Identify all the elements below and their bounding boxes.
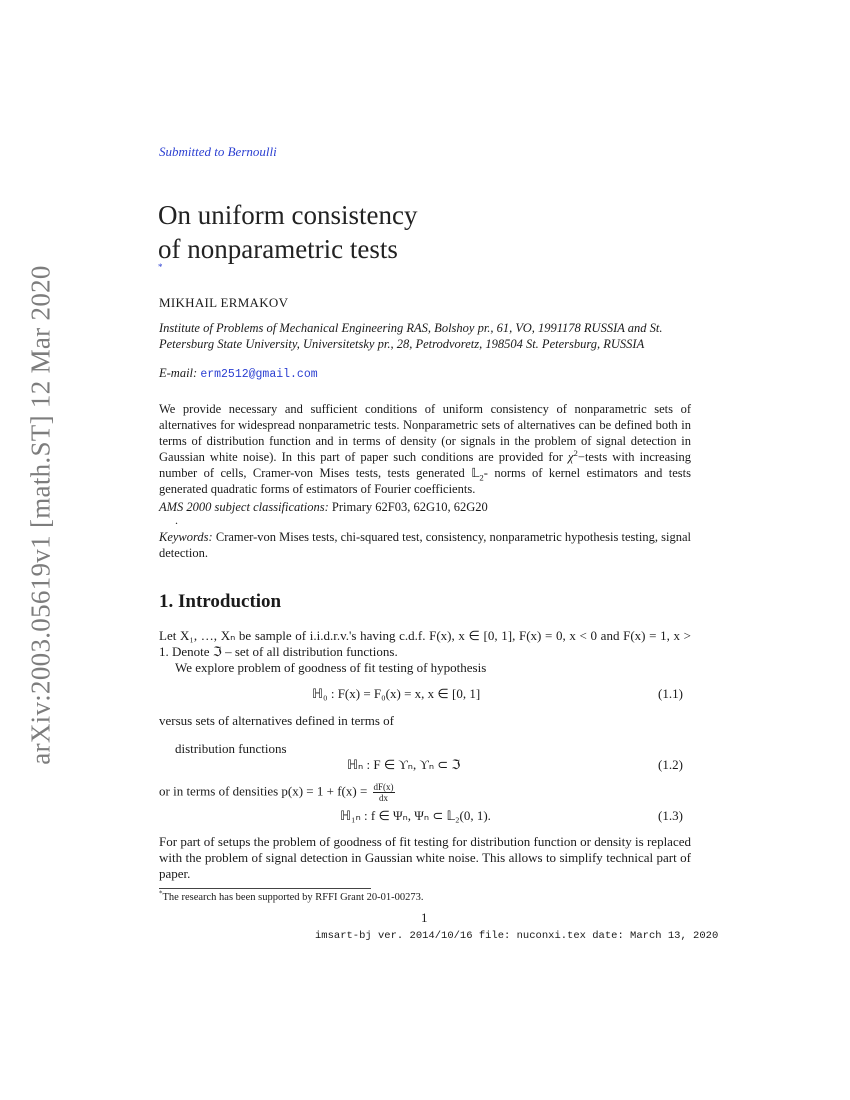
email-link[interactable]: erm2512@gmail.com xyxy=(200,368,318,381)
chi-superscript: 2 xyxy=(573,447,578,458)
equation-1-3: ℍ₁ₙ : f ∈ Ψₙ, Ψₙ ⊂ 𝕃₂(0, 1). xyxy=(340,808,491,823)
intro-paragraph-1: Let X₁, …, Xₙ be sample of i.i.d.r.v.'s having c.d.f. F(x), x ∈ [0, 1], F(x) = 0, x < 0 and F(x) = 1, x > 1. Denote ℑ – set of all distribution functions. xyxy=(159,628,691,659)
l2-letter: 𝕃 xyxy=(471,466,480,480)
ams-value: Primary 62F03, 62G10, 62G20 xyxy=(331,500,488,514)
intro-paragraph-2: For part of setups the problem of goodness of fit testing for distribution function or density is replaced with the problem of signal detection in Gaussian white noise. This allows to simplify technical part of paper. xyxy=(159,834,691,881)
abstract-part-2: −tests with increasing number of cells, Cramer-von Mises tests, tests generated xyxy=(159,450,691,480)
equation-number-1-3: (1.3) xyxy=(658,808,683,823)
keywords xyxy=(159,529,691,561)
footnote xyxy=(159,889,424,903)
abstract xyxy=(159,401,691,497)
equation-1-2: ℍₙ : F ∈ ϒₙ, ϒₙ ⊂ ℑ xyxy=(347,757,461,772)
section-heading: 1. Introduction xyxy=(159,591,282,612)
footnote-text: The research has been supported by RFFI Grant 20-01-00273. xyxy=(162,892,424,903)
fraction-denominator: dx xyxy=(379,793,389,803)
footnote-mark: * xyxy=(159,889,163,898)
footnote-rule xyxy=(159,888,371,889)
title-line-2: of nonparametric tests xyxy=(158,234,398,264)
keywords-label: Keywords: xyxy=(159,530,213,544)
abstract-part-1: We provide necessary and sufficient conditions of uniform consistency of nonparametric sets of alternatives for widespread nonparametric tests. Nonparametric sets of alternatives can be defined both in terms of distribution function and in terms of density (or signals in the problem of signal detection in Gaussian white noise). In this part of paper such conditions are provided for xyxy=(159,402,691,464)
title-line-1: On uniform consistency xyxy=(158,200,418,230)
separator-dot: . xyxy=(175,513,178,527)
email-line xyxy=(159,366,318,381)
derivative-fraction xyxy=(373,782,395,803)
l2-subscript: 2 xyxy=(479,472,484,483)
ams-label: AMS 2000 subject classifications: xyxy=(159,500,329,514)
versus-line: versus sets of alternatives defined in terms of xyxy=(159,713,395,728)
arxiv-stamp xyxy=(18,245,64,785)
equation-1-1: ℍ₀ : F(x) = F₀(x) = x, x ∈ [0, 1] xyxy=(312,686,481,701)
l2-symbol xyxy=(471,466,484,483)
densities-text: or in terms of densities p(x) = 1 + f(x) = xyxy=(159,783,368,799)
title-footnote-mark[interactable]: * xyxy=(158,262,163,272)
chi-letter: χ xyxy=(568,450,574,464)
author-name: MIKHAIL ERMAKOV xyxy=(159,295,289,310)
journal-link[interactable]: Submitted to Bernoulli xyxy=(159,144,277,159)
fraction-numerator: dF(x) xyxy=(373,782,394,792)
ams-classification xyxy=(159,500,488,515)
page-number: 1 xyxy=(421,910,428,925)
affiliation: Institute of Problems of Mechanical Engineering RAS, Bolshoy pr., 61, VO, 1991178 RUSSIA and St. Petersburg State University, Universitetsky pr., 28, Petrodvoretz, 198504 St. Petersburg, RUSSIA xyxy=(159,321,663,351)
keywords-value: Cramer-von Mises tests, chi-squared test, consistency, nonparametric hypothesis testing, signal detection. xyxy=(159,530,691,560)
abstract-part-3: - norms of kernel estimators and tests generated quadratic forms of estimators of Fourier coefficients. xyxy=(159,466,691,496)
equation-number-1-1: (1.1) xyxy=(658,686,683,701)
chi-symbol xyxy=(568,447,578,464)
equation-number-1-2: (1.2) xyxy=(658,757,683,772)
arxiv-stamp-text: arXiv:2003.05619v1 [math.ST] 12 Mar 2020 xyxy=(25,265,56,765)
intro-paragraph-1b: We explore problem of goodness of fit testing of hypothesis xyxy=(175,660,487,675)
paper-title xyxy=(158,198,417,266)
distribution-functions-label: distribution functions xyxy=(175,741,287,756)
densities-line xyxy=(159,782,691,803)
email-label: E-mail: xyxy=(159,366,198,380)
imsart-footer: imsart-bj ver. 2014/10/16 file: nuconxi.tex date: March 13, 2020 xyxy=(315,930,719,942)
